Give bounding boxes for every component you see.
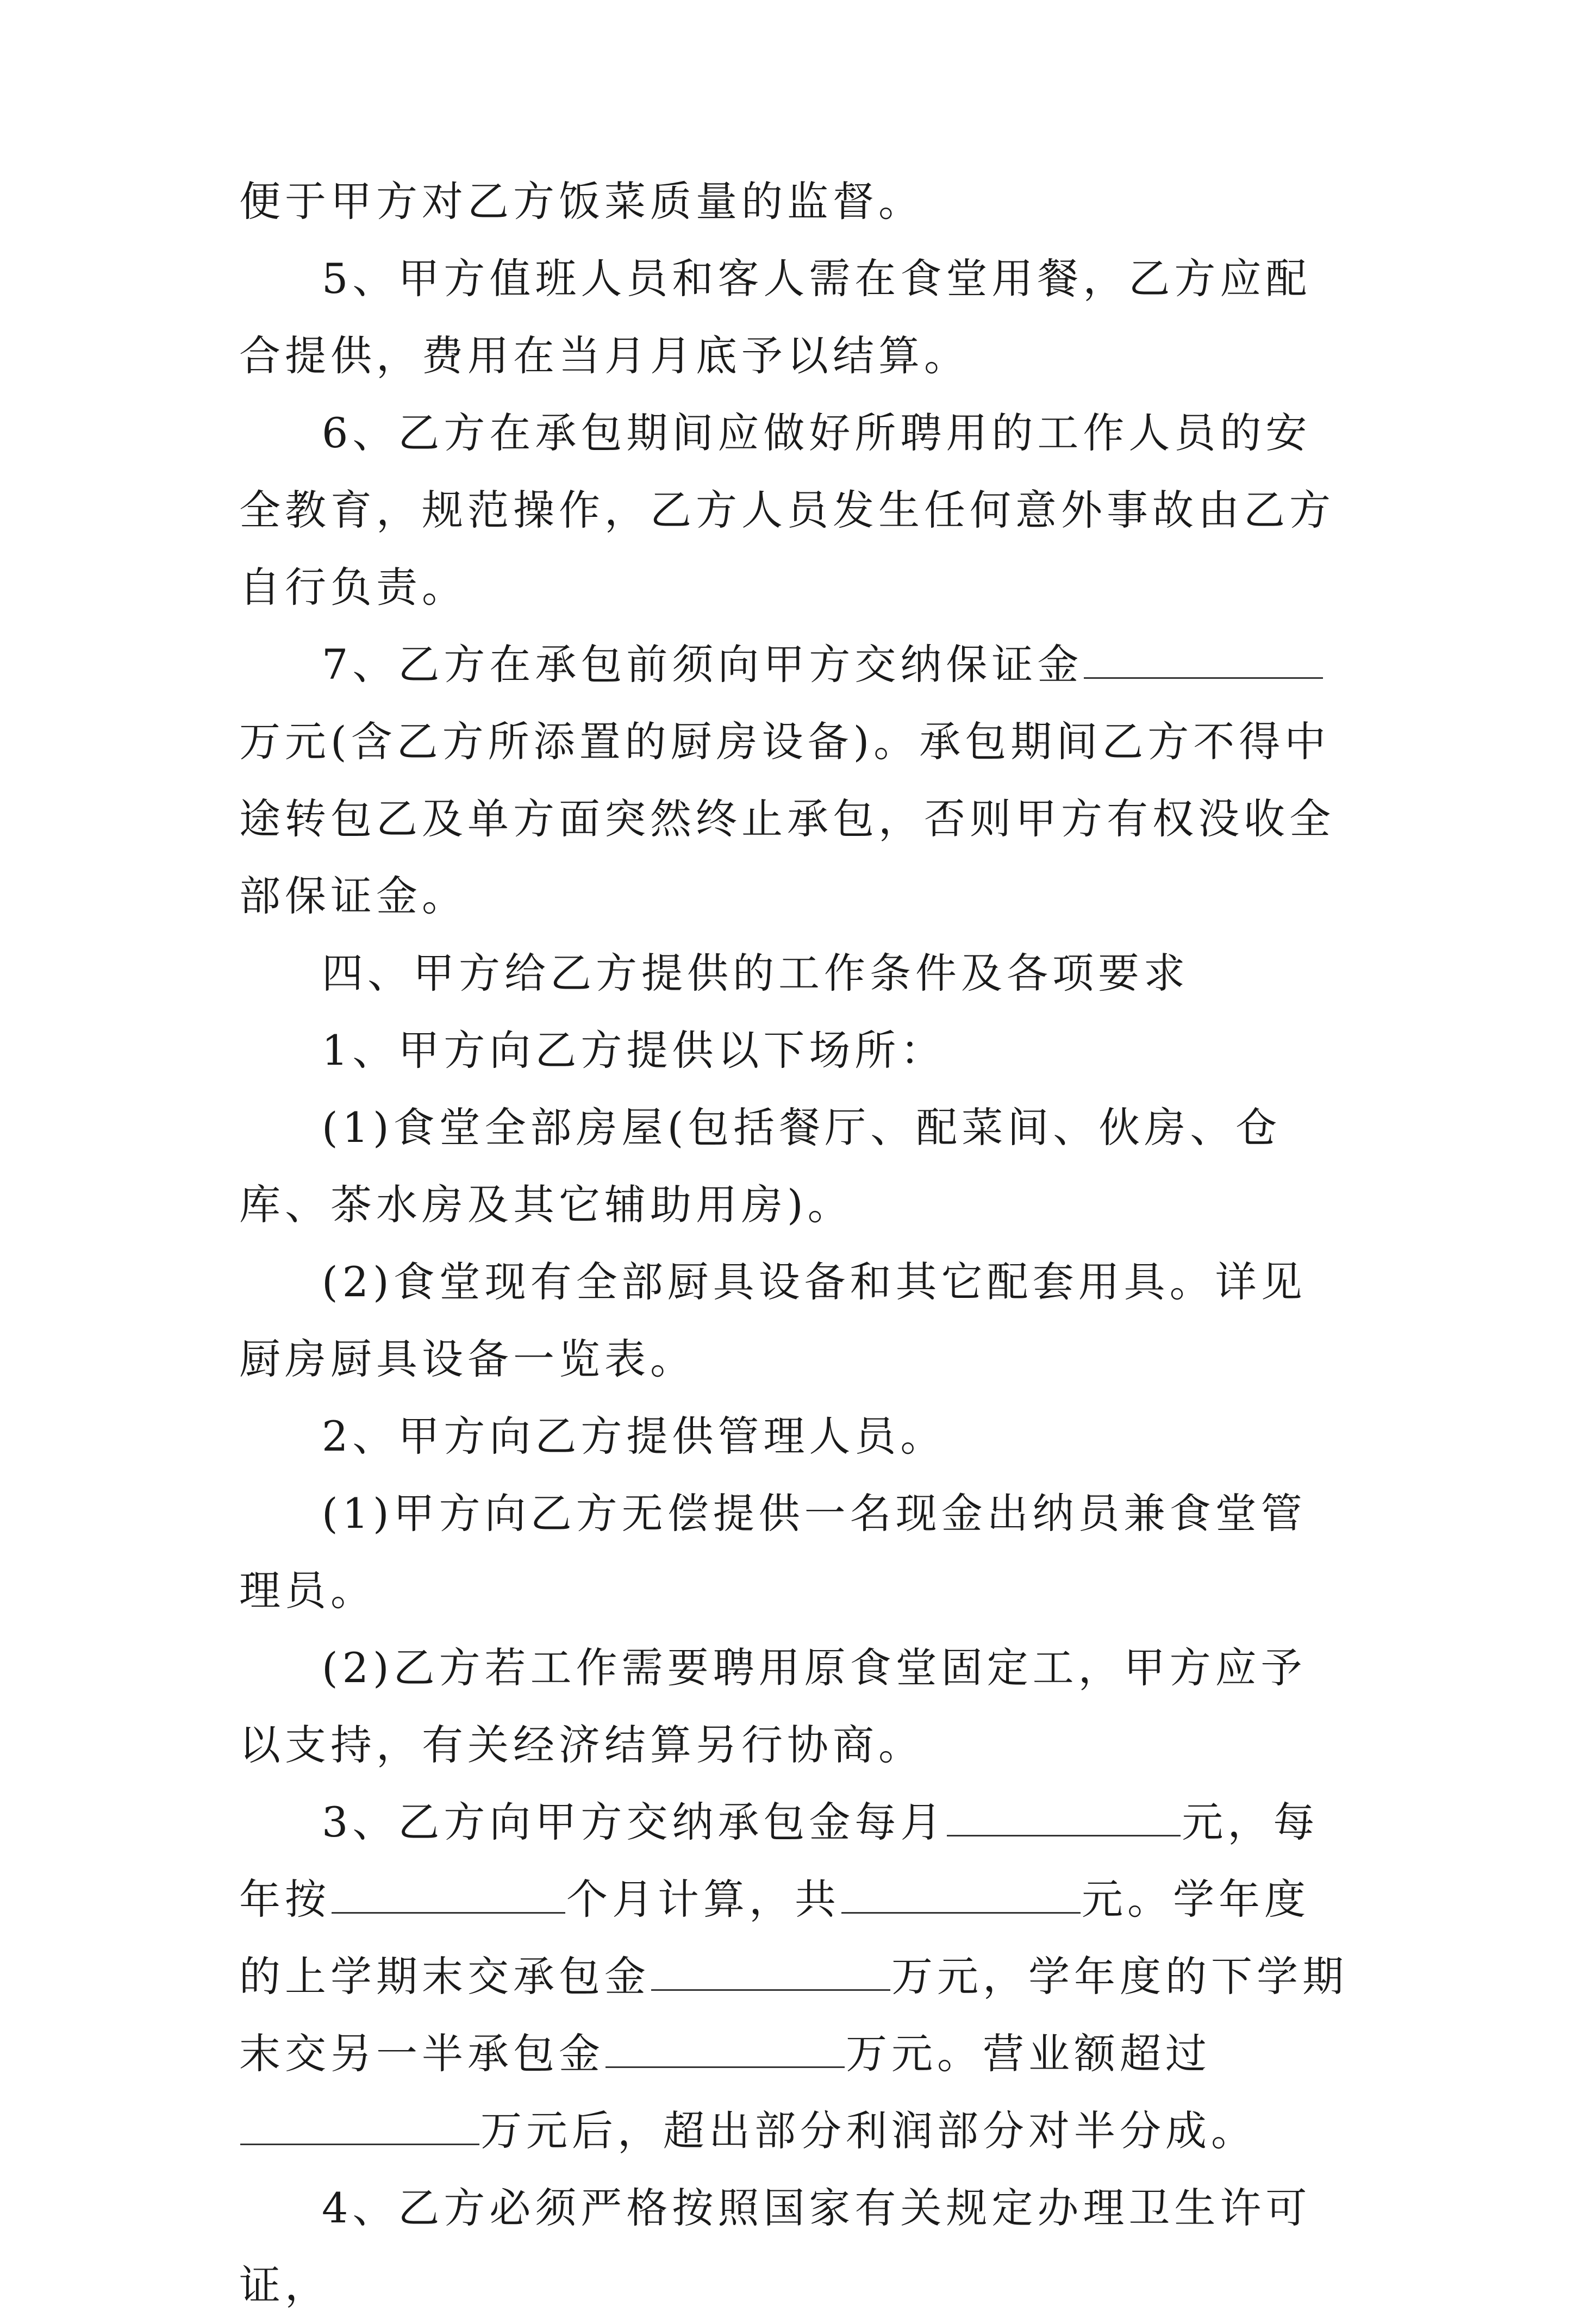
paragraph-text: (2)乙方若工作需要聘用原食堂固定工，甲方应予以支持，有关经济结算另行协商。 bbox=[239, 1644, 1307, 1769]
fill-in-blank-deposit bbox=[1084, 642, 1323, 679]
fill-in-blank-revenue bbox=[240, 2109, 479, 2145]
paragraph-text: 万元。营业额超过 bbox=[846, 2029, 1211, 2078]
paragraph-text: (1)甲方向乙方无偿提供一名现金出纳员兼食堂管理员。 bbox=[239, 1489, 1307, 1615]
document-body bbox=[239, 163, 1348, 2324]
paragraph-text: 5、甲方值班人员和客人需在食堂用餐，乙方应配合提供，费用在当月月底予以结算。 bbox=[239, 254, 1312, 380]
paragraph-item-1 bbox=[239, 1012, 1348, 1089]
paragraph-item-6 bbox=[239, 395, 1348, 626]
paragraph-text: 元，每年按 bbox=[239, 1798, 1319, 1923]
heading-text: 四、甲方给乙方提供的工作条件及各项要求 bbox=[322, 949, 1189, 997]
paragraph-item-5 bbox=[239, 240, 1348, 395]
fill-in-blank-months bbox=[332, 1877, 565, 1914]
paragraph-text: 万元(含乙方所添置的厨房设备)。承包期间乙方不得中途转包乙及单方面突然终止承包，否则甲方有权没收全部保证金。 bbox=[239, 717, 1335, 920]
paragraph-item-2 bbox=[239, 1398, 1348, 1475]
paragraph-item-3 bbox=[239, 1784, 1348, 2170]
paragraph-text: 便于甲方对乙方饭菜质量的监督。 bbox=[239, 177, 924, 226]
paragraph-text: 个月计算，共 bbox=[566, 1875, 840, 1923]
paragraph-item-4 bbox=[239, 2170, 1348, 2324]
section-heading-4 bbox=[239, 935, 1348, 1012]
paragraph-item-7 bbox=[239, 626, 1348, 935]
paragraph-text: 元。学年度的上学期末交承包金 bbox=[239, 1875, 1310, 2001]
fill-in-blank-total bbox=[841, 1877, 1081, 1914]
paragraph-text: 万元，学年度的下学期末交另一半承包金 bbox=[239, 1952, 1348, 2078]
paragraph-continuation bbox=[239, 163, 1348, 240]
fill-in-blank-monthly-fee bbox=[947, 1800, 1181, 1836]
paragraph-sub-item-2b bbox=[239, 1629, 1348, 1784]
paragraph-text: 7、乙方在承包前须向甲方交纳保证金 bbox=[322, 640, 1083, 689]
paragraph-text: 3、乙方向甲方交纳承包金每月 bbox=[322, 1798, 946, 1846]
paragraph-text: 4、乙方必须严格按照国家有关规定办理卫生许可证， bbox=[239, 2184, 1312, 2309]
paragraph-sub-item-2 bbox=[239, 1244, 1348, 1398]
paragraph-sub-item-1b bbox=[239, 1475, 1348, 1629]
paragraph-text: 1、甲方向乙方提供以下场所： bbox=[322, 1026, 946, 1074]
paragraph-text: 6、乙方在承包期间应做好所聘用的工作人员的安全教育，规范操作，乙方人员发生任何意外事故由乙方自行负责。 bbox=[239, 409, 1335, 611]
paragraph-text: 2、甲方向乙方提供管理人员。 bbox=[322, 1412, 946, 1460]
paragraph-text: (2)食堂现有全部厨具设备和其它配套用具。详见厨房厨具设备一览表。 bbox=[239, 1258, 1307, 1383]
fill-in-blank-first-term bbox=[651, 1954, 890, 1991]
fill-in-blank-second-term bbox=[606, 2032, 845, 2068]
paragraph-sub-item-1 bbox=[239, 1089, 1348, 1244]
paragraph-text: (1)食堂全部房屋(包括餐厅、配菜间、伙房、仓库、茶水房及其它辅助用房)。 bbox=[239, 1103, 1282, 1229]
paragraph-text: 万元后，超出部分利润部分对半分成。 bbox=[480, 2107, 1257, 2155]
